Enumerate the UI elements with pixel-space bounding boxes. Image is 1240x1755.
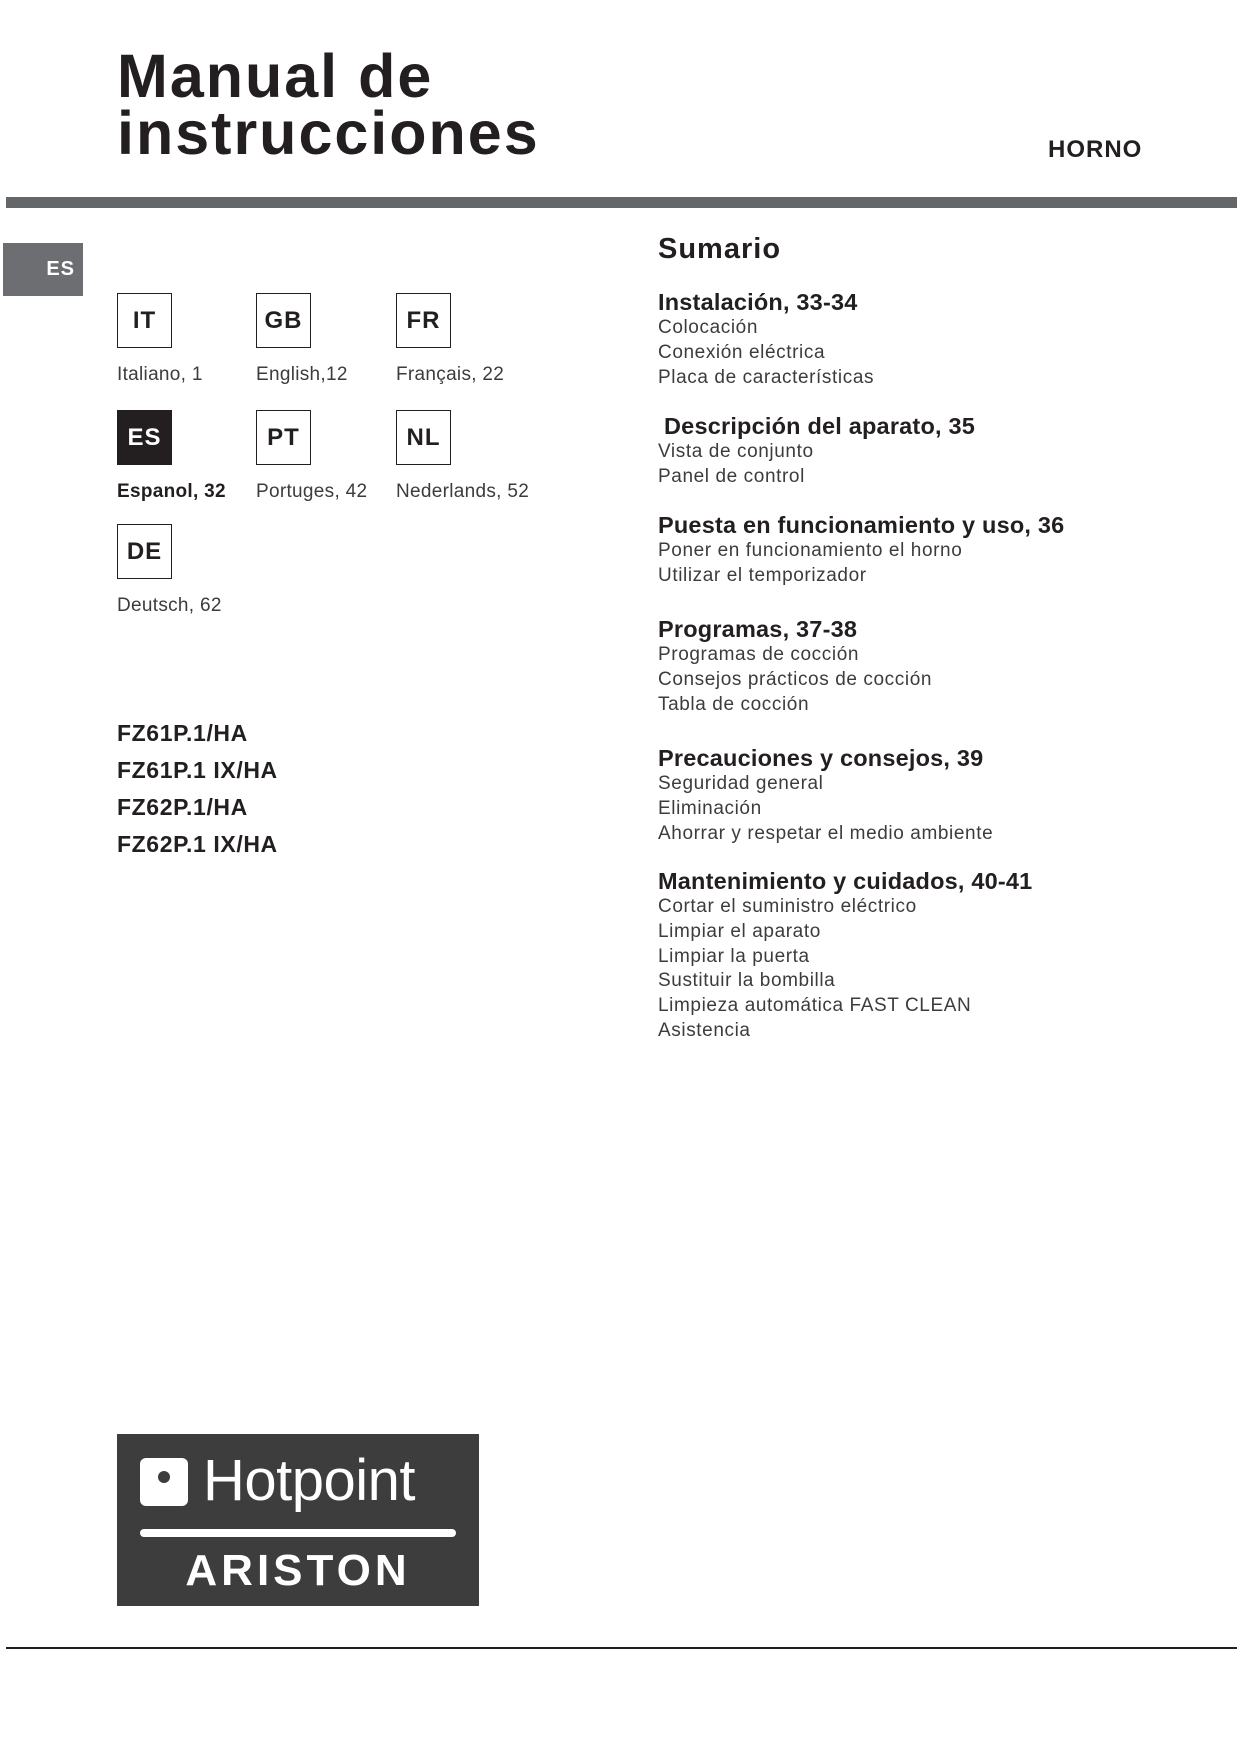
toc-item: Utilizar el temporizador (658, 564, 867, 586)
language-code-box: ES (117, 410, 172, 465)
language-name: Portuges, 42 (256, 481, 368, 502)
toc-item: Colocación (658, 317, 758, 338)
toc-item: Programas de cocción (658, 644, 860, 665)
model-number: FZ62P.1/HA (117, 794, 248, 820)
toc-section-precauciones (658, 744, 993, 846)
model-number: FZ61P.1/HA (117, 720, 248, 746)
language-code-box: GB (256, 293, 311, 348)
toc-item: Limpiar la puerta (658, 945, 810, 967)
toc-section-title: Descripción del aparato, 35 (664, 413, 976, 439)
toc-section-instalacion (658, 288, 874, 390)
hotpoint-symbol-icon (140, 1458, 188, 1506)
language-code-box: PT (256, 410, 311, 465)
language-entry-nl (396, 410, 536, 503)
footer-divider (6, 1647, 1237, 1649)
language-entry-gb (256, 293, 396, 386)
language-name: Nederlands, 52 (396, 481, 530, 502)
toc-section-title: Puesta en funcionamiento y uso, 36 (658, 512, 1065, 538)
toc-item: Cortar el suministro eléctrico (658, 896, 917, 917)
toc-item: Consejos prácticos de cocción (658, 668, 933, 690)
logo-divider-bar (140, 1529, 456, 1537)
language-entry-it (117, 293, 257, 386)
language-entry-es (117, 410, 257, 503)
hotpoint-ariston-logo (117, 1434, 479, 1606)
toc-item: Seguridad general (658, 773, 824, 794)
toc-item: Conexión eléctrica (658, 341, 826, 363)
toc-section-puesta-en-funcionamiento (658, 511, 1064, 589)
toc-section-title: Programas, 37-38 (658, 616, 858, 642)
toc-item: Poner en funcionamiento el horno (658, 540, 963, 561)
toc-section-descripcion (658, 412, 976, 490)
logo-wordmark-ariston: ARISTON (185, 1546, 411, 1595)
title-line-1: Manual de (117, 42, 434, 110)
toc-section-programas (658, 615, 932, 717)
title-line-2: instrucciones (117, 99, 540, 167)
toc-item: Panel de control (658, 465, 805, 487)
language-name: Deutsch, 62 (117, 595, 222, 616)
language-name: Espanol, 32 (117, 481, 226, 502)
toc-section-mantenimiento (658, 867, 1032, 1044)
product-type-label: HORNO (1048, 136, 1143, 163)
toc-section-title: Precauciones y consejos, 39 (658, 745, 984, 771)
language-name: Italiano, 1 (117, 364, 203, 385)
language-entry-pt (256, 410, 396, 503)
logo-wordmark-hotpoint: Hotpoint (203, 1448, 416, 1513)
header-divider (6, 197, 1237, 208)
toc-item: Asistencia (658, 1019, 751, 1041)
toc-item: Limpieza automática FAST CLEAN (658, 995, 972, 1017)
language-code-box: FR (396, 293, 451, 348)
language-code-box: DE (117, 524, 172, 579)
toc-section-title: Mantenimiento y cuidados, 40-41 (658, 868, 1033, 894)
toc-section-title: Instalación, 33-34 (658, 289, 858, 315)
toc-item: Ahorrar y respetar el medio ambiente (658, 822, 994, 844)
document-title (117, 42, 540, 167)
toc-item: Sustituir la bombilla (658, 970, 836, 992)
language-name: Français, 22 (396, 364, 505, 385)
hotpoint-symbol-dot (158, 1471, 170, 1483)
toc-item: Placa de características (658, 366, 875, 388)
language-entry-fr (396, 293, 536, 386)
toc-item: Eliminación (658, 797, 762, 819)
language-code-box: NL (396, 410, 451, 465)
toc-item: Limpiar el aparato (658, 920, 821, 942)
model-list (117, 715, 278, 863)
current-language-tab: ES (3, 243, 83, 296)
language-code-box: IT (117, 293, 172, 348)
summary-title: Sumario (658, 233, 782, 265)
toc-item: Tabla de cocción (658, 693, 810, 715)
language-name: English,12 (256, 364, 348, 385)
model-number: FZ61P.1 IX/HA (117, 757, 278, 783)
language-entry-de (117, 524, 257, 617)
model-number: FZ62P.1 IX/HA (117, 831, 278, 857)
toc-item: Vista de conjunto (658, 441, 814, 462)
